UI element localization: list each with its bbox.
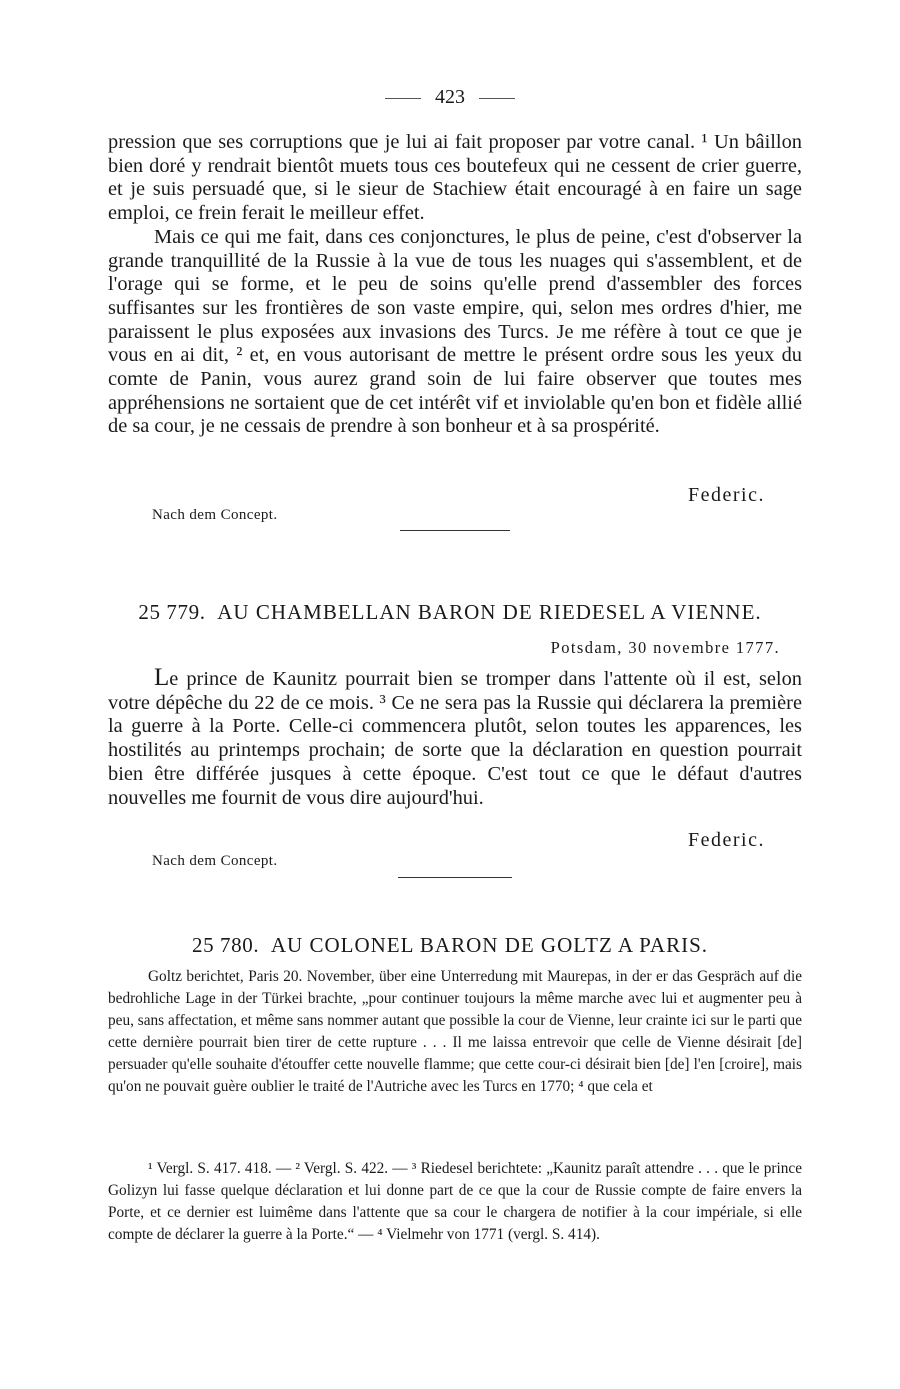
footnotes [108,1158,802,1246]
letter-title: AU CHAMBELLAN BARON DE RIEDESEL A VIENNE. [217,600,762,624]
section-separator [400,530,510,531]
source-note: Nach dem Concept. [152,507,278,523]
letter-number: 25 780. [191,933,260,957]
page-header [0,86,900,109]
letter-body-text: e prince de Kaunitz pourrait bien se tromper dans l'attente où il est, selon votre dépêche du 22 de ce mois. ³ Ce ne sera pas la Russie qui déclarera la première la guerre à la Porte. Celle-ci commencera plutôt, selon toutes les apparences, les hostilités au printemps prochain; de sorte que la déclaration en question pourrait bien être différée jusques à cette époque. C'est tout ce que le défaut d'autres nouvelles me fournit de vous dire aujourd'hui. [108,668,802,809]
signature: Federic. [688,829,765,851]
letter-body [108,666,802,810]
letter-heading [0,600,900,625]
continuation-paragraph-2: Mais ce qui me fait, dans ces conjonctures, le plus de peine, c'est d'observer la grande tranquillité de la Russie à la vue de tous les nuages qui s'assemblent, et de l'orage qui se forme, et le peu de soins qu'elle prend d'assembler des forces suffisantes sur les frontières de son vaste empire, qui, selon mes ordres d'hier, me paraissent le plus exposées aux invasions des Turcs. Je me réfère à tout ce que je vous en ai dit, ² et, en vous autorisant de mettre le présent ordre sous les yeux du comte de Panin, vous aurez grand soin de lui faire observer que toutes mes appréhensions ne sortaient que de cet intérêt vif et inviolable qu'en bon et fidèle allié de sa cour, je ne cessais de prendre à son bonheur et à sa prospérité. [108,225,802,438]
footnote-text: ¹ Vergl. S. 417. 418. — ² Vergl. S. 422. — ³ Riedesel berichtete: „Kaunitz paraît attendre . . . que le prince Golizyn lui fasse quelque déclaration et lui donne part de ce que la cour de Russie compte de faire envers la Porte, et ce dernier est luimême dans l'attente que sa cour le chargera de notifier à la cour impériale, si elle compte de déclarer la guerre à la Porte.“ — ⁴ Vielmehr von 1771 (vergl. S. 414). [108,1160,802,1243]
letter-number: 25 779. [138,600,206,624]
header-rule-right [479,98,515,99]
letter-title: AU COLONEL BARON DE GOLTZ A PARIS. [270,933,709,957]
letter-summary-text: Goltz berichtet, Paris 20. November, über eine Unterredung mit Maurepas, in der er das Gespräch auf die bedrohliche Lage in der Türkei brachte, „pour continuer toujours la même marche avec lui et augmenter peu à peu, sans affectation, et même sans nommer autant que possible la cour de Vienne, leur crainte ici sur le parti que cette dernière pourrait bien tirer de cette rupture . . . Il me laissa entrevoir que celle de Vienne désirait [de] persuader qu'elle souhaite d'étouffer cette nouvelle flamme; que cette cour-ci désirait bien [de] l'en [croire], mais qu'on ne pouvait guère oublier le traité de l'Autriche avec les Turcs en 1770; ⁴ que cela et [108,968,802,1095]
continuation-text [108,131,802,439]
signature: Federic. [688,484,765,506]
header-rule-left [385,98,421,99]
dateline: Potsdam, 30 novembre 1777. [550,638,780,657]
page-number: 423 [435,86,465,108]
section-separator [398,877,512,878]
continuation-paragraph-1: pression que ses corruptions que je lui ai fait proposer par votre canal. ¹ Un bâillon bien doré y rendrait bientôt muets tous ces boutefeux qui ne cessent de crier guerre, et je suis persuadé que, si le sieur de Stachiew était encouragé à en faire un sage emploi, ce frein ferait le meilleur effet. [108,131,802,225]
letter-summary [108,966,802,1098]
letter-heading [0,933,900,958]
source-note: Nach dem Concept. [152,853,278,869]
initial-letter: L [154,664,170,691]
